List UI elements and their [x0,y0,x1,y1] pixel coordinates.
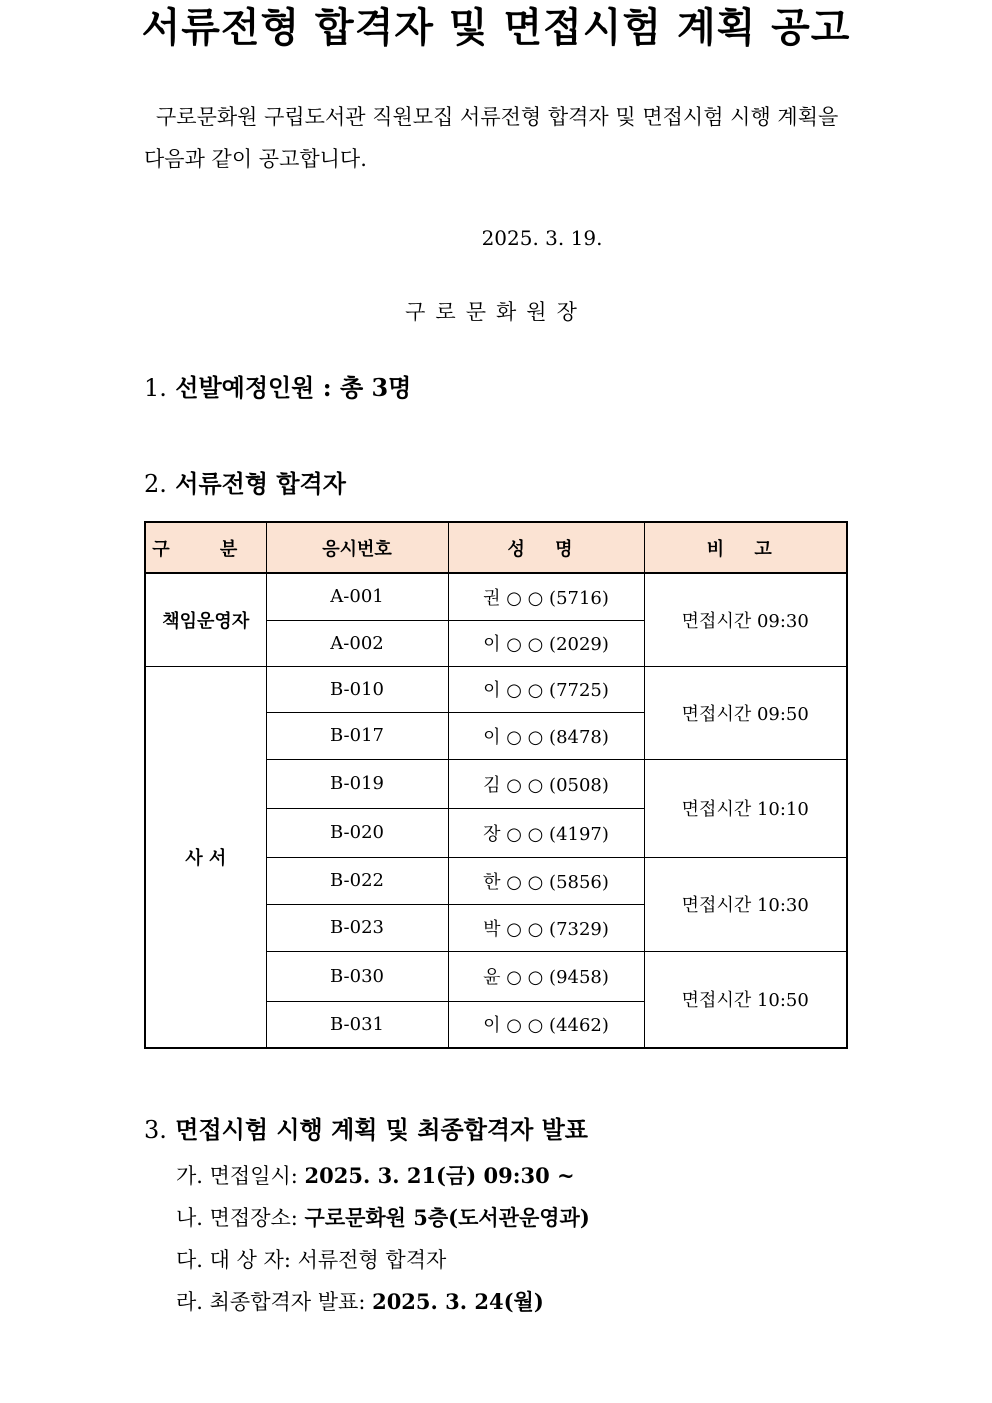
section-3-number: 3. [144,1116,167,1144]
applicant-number: B-010 [266,666,448,712]
applicant-name: 이 ○ ○ (4462) [448,1001,644,1048]
plan-label: 가. 면접일시: [176,1164,305,1188]
interview-time: 면접시간 09:50 [644,666,847,759]
applicant-number: B-023 [266,904,448,951]
applicant-number: B-017 [266,712,448,759]
applicant-number: B-020 [266,808,448,857]
applicant-name: 윤 ○ ○ (9458) [448,951,644,1001]
interview-location: 구로문화원 5층(도서관운영과) [304,1205,590,1230]
category-librarian: 사 서 [145,666,266,1048]
list-item [176,1239,876,1281]
header-remarks: 비 고 [644,522,847,573]
header-category: 구 분 [145,522,266,573]
applicant-number: B-030 [266,951,448,1001]
interview-target: 서류전형 합격자 [297,1248,447,1272]
intro-paragraph: 구로문화원 구립도서관 직원모집 서류전형 합격자 및 면접시험 시행 계획을 다음과 같이 공고합니다. [144,105,839,171]
applicant-name: 이 ○ ○ (7725) [448,666,644,712]
interview-time: 면접시간 10:10 [644,759,847,857]
applicant-name: 한 ○ ○ (5856) [448,857,644,904]
section-2-number: 2. [144,470,167,498]
table-row [145,666,847,712]
applicant-name: 권 ○ ○ (5716) [448,573,644,620]
interview-datetime: 2025. 3. 21(금) 09:30 ~ [304,1163,575,1188]
list-item [176,1155,876,1197]
section-3-heading [144,1113,588,1147]
plan-label: 다. 대 상 자: [176,1248,298,1272]
applicant-number: B-022 [266,857,448,904]
announcement-date: 2025. 3. 19. [481,226,603,250]
interview-time: 면접시간 09:30 [644,573,847,666]
section-3-text: 면접시험 시행 계획 및 최종합격자 발표 [175,1115,588,1144]
section-1-number: 1. [144,374,167,402]
applicant-name: 김 ○ ○ (0508) [448,759,644,808]
section-2-heading [144,467,346,501]
page-title: 서류전형 합격자 및 면접시험 계획 공고 [141,5,851,51]
applicant-number: A-002 [266,620,448,666]
plan-label: 라. 최종합격자 발표: [176,1290,373,1314]
interview-plan-list [176,1155,876,1323]
section-1-text: 선발예정인원 : 총 3명 [175,373,412,402]
passed-applicants-table [144,521,848,1049]
applicant-name: 이 ○ ○ (2029) [448,620,644,666]
list-item [176,1197,876,1239]
section-2-text: 서류전형 합격자 [175,469,346,498]
applicant-name: 박 ○ ○ (7329) [448,904,644,951]
applicant-name: 장 ○ ○ (4197) [448,808,644,857]
issuer-name: 구로문화원장 [405,300,587,324]
list-item [176,1281,876,1323]
plan-label: 나. 면접장소: [176,1206,305,1230]
category-manager: 책임운영자 [145,573,266,666]
header-name: 성 명 [448,522,644,573]
table-row [145,573,847,620]
interview-time: 면접시간 10:30 [644,857,847,951]
applicant-number: A-001 [266,573,448,620]
applicant-number: B-031 [266,1001,448,1048]
section-1-heading [144,371,411,405]
table-header-row [145,522,847,573]
applicant-number: B-019 [266,759,448,808]
header-applicant-number: 응시번호 [266,522,448,573]
interview-time: 면접시간 10:50 [644,951,847,1048]
final-announcement-date: 2025. 3. 24(월) [372,1289,544,1314]
applicant-name: 이 ○ ○ (8478) [448,712,644,759]
